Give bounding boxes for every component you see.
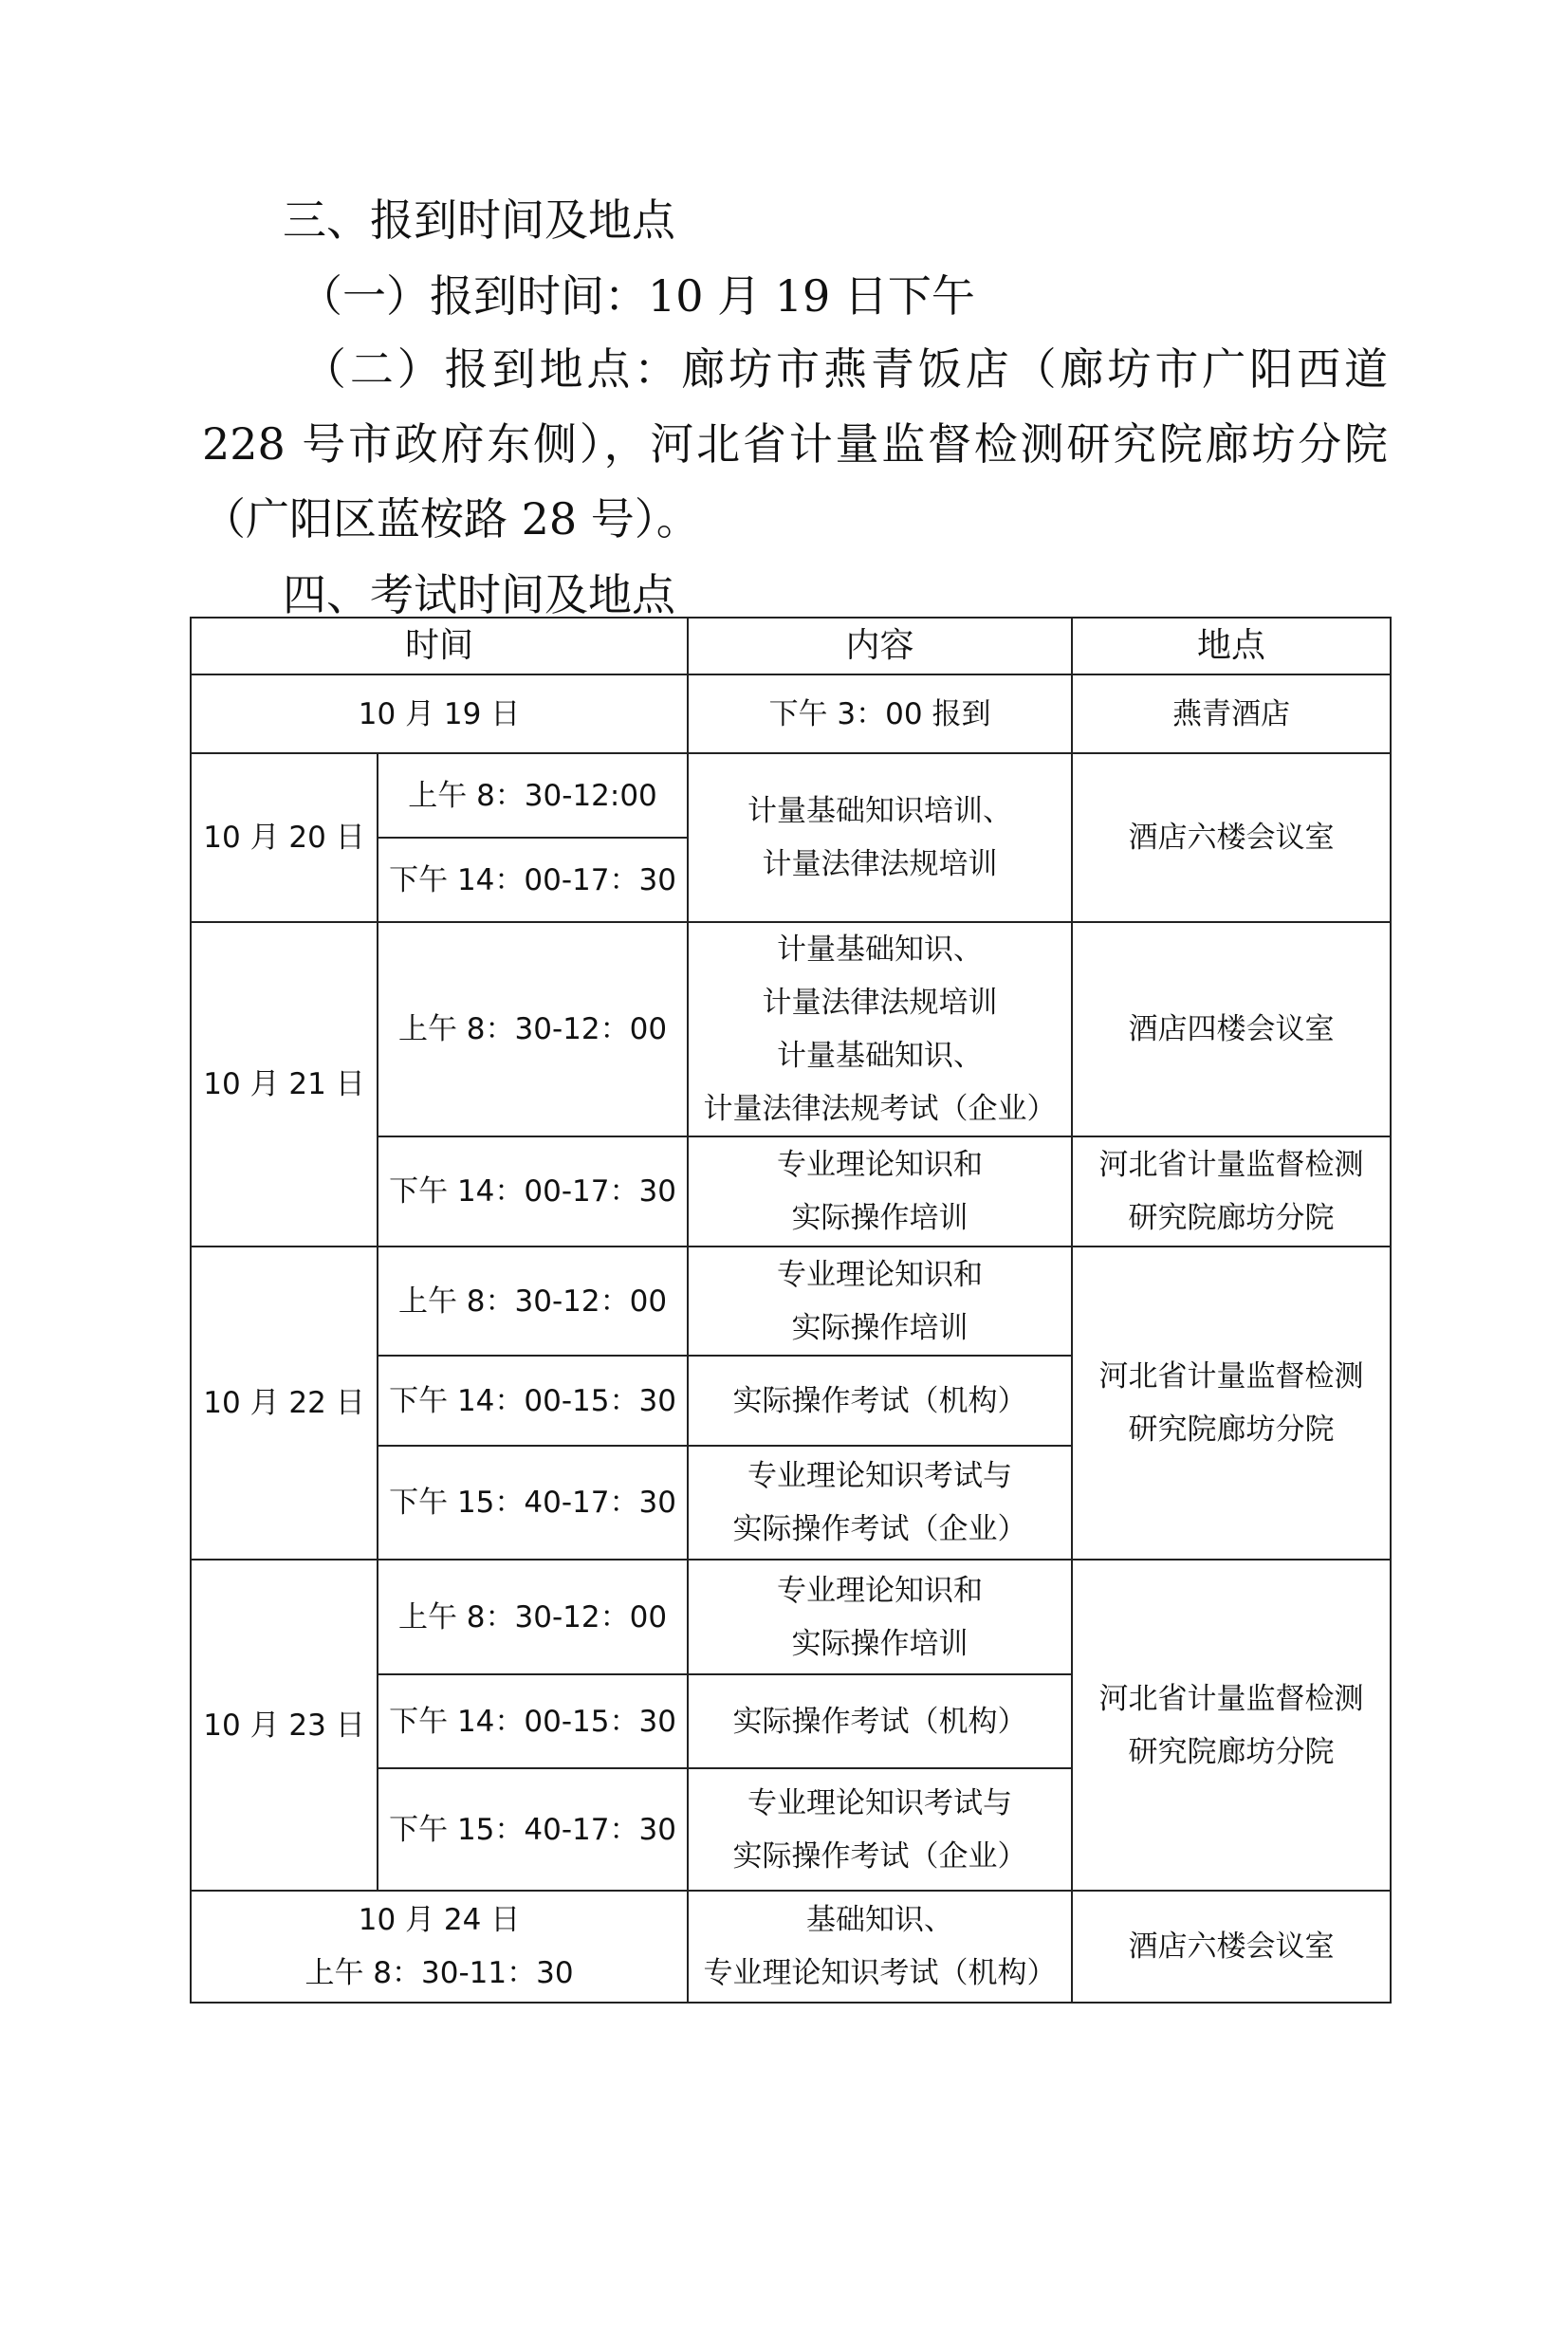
place-line: 研究院廊坊分院 [1128,1413,1335,1447]
time-slot-cell: 下午 15：40-17：30 [378,1446,688,1560]
place-line: 河北省计量监督检测 [1098,1359,1364,1394]
content-line: 计量基础知识、 [777,1039,984,1073]
section-4-heading: 四、考试时间及地点 [283,569,675,620]
content-line: 专业理论知识和 [777,1257,984,1292]
header-content: 内容 [688,618,1072,674]
content-line: 专业理论知识和 [777,1148,984,1182]
place-cell: 酒店六楼会议室 [1072,1891,1391,2003]
report-place-text: （二）报到地点：廊坊市燕青饭店（廊坊市广阳西道 228 号市政府东侧），河北省计量监督检测研究院廊坊分院（广阳区蓝桉路 28 号）。 [202,343,1388,545]
date-cell: 10 月 23 日 [191,1560,378,1891]
date-cell: 10 月 20 日 [191,753,378,922]
date-cell: 10 月 19 日 [191,674,688,753]
content-line: 计量基础知识培训、 [747,794,1013,828]
content-cell [688,753,1072,922]
time-slot-cell: 上午 8：30-12：00 [378,922,688,1136]
table-row [191,674,1391,753]
content-cell [688,1247,1072,1356]
content-line: 计量法律法规培训 [762,986,998,1020]
content-cell [688,1136,1072,1247]
place-cell: 酒店六楼会议室 [1072,753,1391,922]
content-cell: 实际操作考试（机构） [688,1674,1072,1768]
report-time-line: （一）报到时间：10 月 19 日下午 [299,270,975,322]
content-line: 专业理论知识和 [777,1573,984,1608]
header-place: 地点 [1072,618,1391,674]
content-line: 基础知识、 [806,1903,954,1937]
content-line: 实际操作培训 [791,1201,968,1235]
content-line: 计量基础知识、 [777,933,984,967]
table-row [191,922,1391,1136]
time-slot-line: 上午 8：30-11：30 [304,1956,574,1990]
time-slot-cell: 下午 14：00-15：30 [378,1356,688,1446]
content-line: 实际操作考试（企业） [732,1838,1027,1874]
date-line: 10 月 24 日 [358,1903,521,1937]
section-3-heading: 三、报到时间及地点 [283,194,675,246]
table-row [191,1560,1391,1674]
time-slot-cell: 下午 15：40-17：30 [378,1768,688,1891]
place-line: 河北省计量监督检测 [1098,1681,1364,1716]
content-line: 专业理论知识考试与 [747,1459,1013,1493]
content-cell: 实际操作考试（机构） [688,1356,1072,1446]
time-slot-cell: 上午 8：30-12：00 [378,1247,688,1356]
date-cell [191,1891,688,2003]
content-line: 专业理论知识考试与 [747,1785,1013,1820]
table-header-row [191,618,1391,674]
content-cell [688,1446,1072,1560]
date-cell: 10 月 22 日 [191,1247,378,1560]
table-row [191,1891,1391,2003]
place-line: 研究院廊坊分院 [1128,1734,1335,1769]
exam-schedule-table [190,617,1392,2004]
content-line: 专业理论知识考试（机构） [703,1956,1057,1990]
place-cell [1072,1560,1391,1891]
report-place-paragraph [202,332,1388,557]
time-slot-cell: 下午 14：00-17：30 [378,838,688,922]
time-slot-cell: 上午 8：30-12：00 [378,1560,688,1674]
table-row [191,1247,1391,1356]
content-cell [688,1768,1072,1891]
table-row [191,753,1391,838]
place-cell: 酒店四楼会议室 [1072,922,1391,1136]
time-slot-cell: 下午 14：00-15：30 [378,1674,688,1768]
content-cell: 下午 3：00 报到 [688,674,1072,753]
place-line: 研究院廊坊分院 [1128,1201,1335,1235]
date-cell: 10 月 21 日 [191,922,378,1247]
place-cell [1072,1136,1391,1247]
time-slot-cell: 上午 8：30-12:00 [378,753,688,838]
content-line: 计量法律法规培训 [762,847,998,881]
place-cell: 燕青酒店 [1072,674,1391,753]
content-line: 实际操作考试（企业） [732,1512,1027,1546]
content-line: 实际操作培训 [791,1626,968,1661]
content-cell [688,1560,1072,1674]
content-cell [688,1891,1072,2003]
time-slot-cell: 下午 14：00-17：30 [378,1136,688,1247]
header-time: 时间 [191,618,688,674]
place-line: 河北省计量监督检测 [1098,1148,1364,1182]
content-line: 实际操作培训 [791,1310,968,1345]
content-cell [688,922,1072,1136]
content-line: 计量法律法规考试（企业） [703,1092,1057,1126]
place-cell [1072,1247,1391,1560]
